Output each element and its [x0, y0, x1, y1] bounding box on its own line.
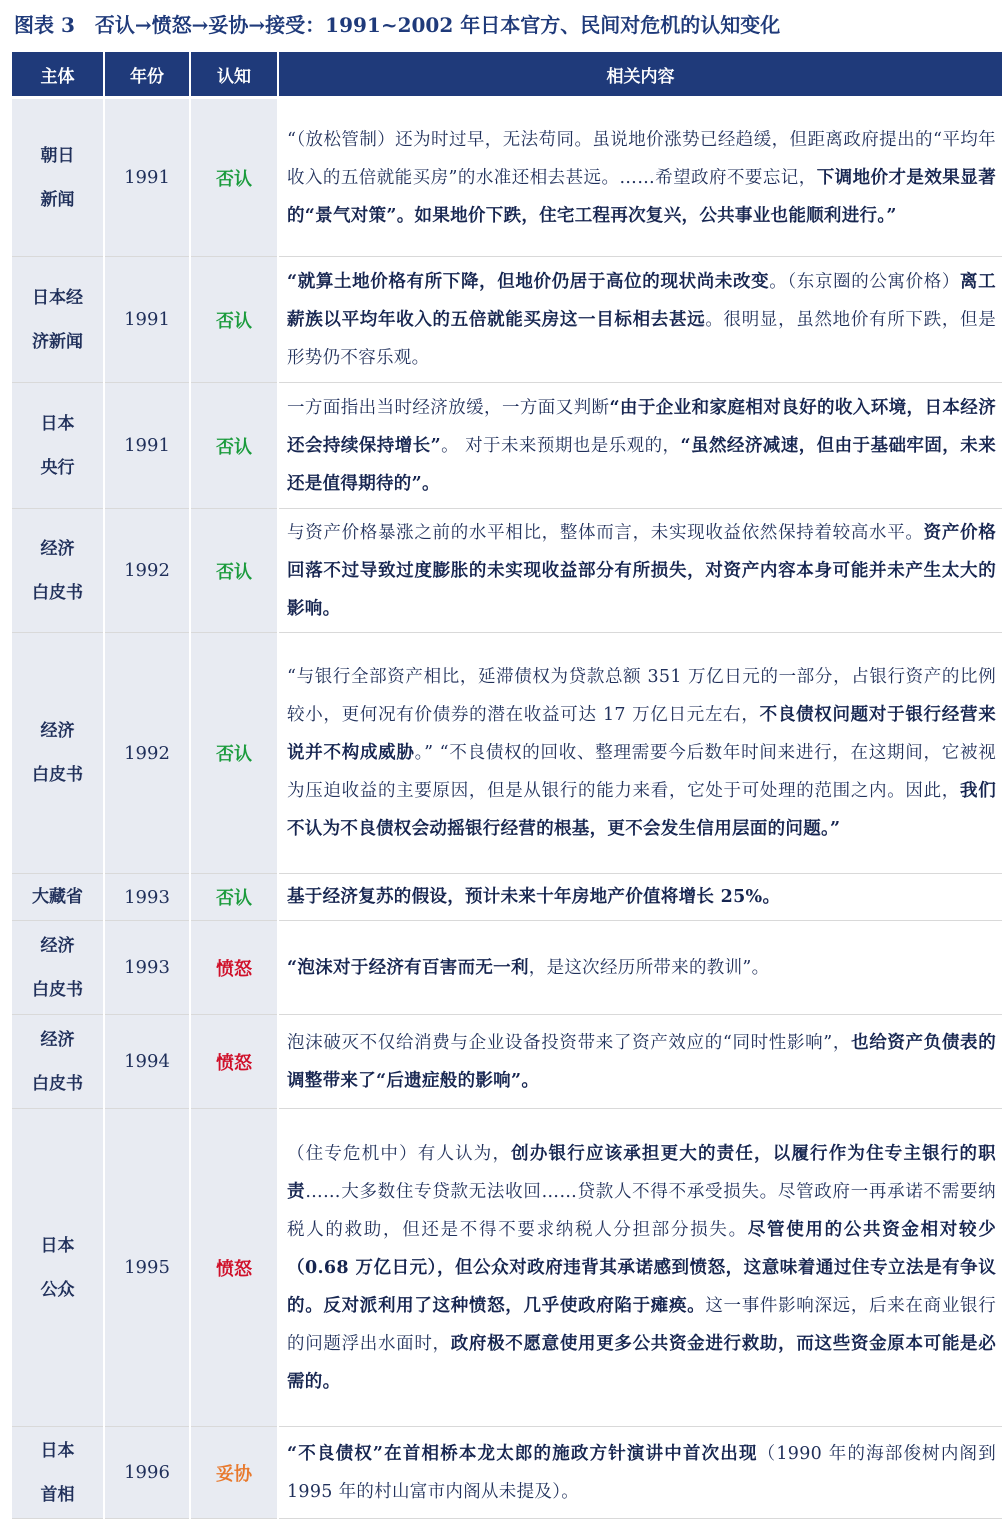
text-segment: “与银行全部资产相比，延滞债权为贷款总额 351 万亿日元的一部分，占银行资产的比例较小，更何况有价债券的潜在收益可达 17 万亿日元左右，: [287, 667, 996, 725]
header-year: 年份: [104, 52, 190, 98]
content-paragraph: [287, 1024, 996, 1100]
subject-text: 日本 公众: [40, 1235, 75, 1300]
table-row: [12, 921, 1002, 1015]
bold-text-segment: 也给资产负债表的调整带来了“后遗症般的影响”。: [287, 1032, 996, 1091]
bold-text-segment: 政府极不愿意使用更多公共资金进行救助，而这些资金原本可能是必需的。: [287, 1333, 997, 1392]
cell-content: [278, 509, 1002, 633]
cell-cognition: 否认: [190, 874, 278, 921]
cell-content: [278, 257, 1002, 383]
cell-cognition: 愤怒: [190, 1109, 278, 1427]
cell-subject: [12, 383, 104, 509]
bold-text-segment: 我们不认为不良债权会动摇银行经营的根基，更不会发生信用层面的问题。”: [287, 781, 996, 839]
cell-year: 1992: [104, 509, 190, 633]
cell-year: 1991: [104, 98, 190, 257]
text-segment: （住专危机中）有人认为，: [287, 1143, 512, 1164]
cell-year: 1993: [104, 921, 190, 1015]
text-segment: 。很明显，虽然地价有所下跌，但是形势仍不容乐观。: [287, 309, 996, 368]
cell-content: [278, 1015, 1002, 1109]
content-paragraph: [287, 949, 996, 987]
table-row: [12, 1427, 1002, 1519]
cell-content: [278, 1427, 1002, 1519]
cell-subject: [12, 874, 104, 921]
cell-cognition: 否认: [190, 509, 278, 633]
bold-text-segment: 尽管使用的公共资金相对较少（0.68 万亿日元），但公众对政府违背其承诺感到愤怒，这意味着通过住专立法是有争议的。反对派利用了这种愤怒，几乎使政府陷于瘫痪。: [287, 1219, 996, 1316]
content-paragraph: [287, 263, 996, 377]
bold-text-segment: “虽然经济减速，但由于基础牢固，未来还是值得期待的”。: [287, 435, 996, 494]
cell-year: 1991: [104, 257, 190, 383]
cell-content: [278, 874, 1002, 921]
subject-text: 经济 白皮书: [32, 538, 83, 603]
content-paragraph: [287, 121, 996, 235]
text-segment: “（放松管制）还为时过早，无法苟同。虽说地价涨势已经趋缓，但距离政府提出的“平均年收入的五倍就能买房”的水准还相去甚远。……希望政府不要忘记，: [287, 129, 996, 188]
header-content: 相关内容: [278, 52, 1002, 98]
table-row: [12, 633, 1002, 874]
text-segment: ……大多数住专贷款无法收回……贷款人不得不承受损失。尽管政府一再承诺不需要纳税人的救助，但还是不得不要求纳税人分担部分损失。: [287, 1181, 996, 1240]
subject-text: 朝日 新闻: [40, 145, 75, 210]
cell-cognition: 否认: [190, 633, 278, 874]
header-cognition: 认知: [190, 52, 278, 98]
text-segment: 泡沫破灭不仅给消费与企业设备投资带来了资产效应的“同时性影响”，: [287, 1032, 852, 1053]
cell-cognition: 否认: [190, 98, 278, 257]
table-row: [12, 1015, 1002, 1109]
cell-year: 1991: [104, 383, 190, 509]
cell-year: 1994: [104, 1015, 190, 1109]
text-segment: 一方面指出当时经济放缓，一方面又判断: [287, 397, 610, 418]
table-row: [12, 98, 1002, 257]
cell-cognition: 妥协: [190, 1427, 278, 1519]
figure-title: 图表 3 否认→愤怒→妥协→接受：1991~2002 年日本官方、民间对危机的认知变化: [14, 13, 781, 37]
cell-content: [278, 1109, 1002, 1427]
cell-year: 1995: [104, 1109, 190, 1427]
cell-content: [278, 98, 1002, 257]
cell-subject: [12, 633, 104, 874]
cell-content: [278, 383, 1002, 509]
subject-text: 日本 央行: [40, 413, 75, 478]
text-segment: ，是这次经历所带来的教训”。: [528, 957, 770, 978]
cognition-table: [12, 52, 1002, 1519]
bold-text-segment: “由于企业和家庭相对良好的收入环境，日本经济还会持续保持增长”: [287, 397, 996, 456]
cell-cognition: 愤怒: [190, 1015, 278, 1109]
cell-cognition: 否认: [190, 257, 278, 383]
subject-text: 经济 白皮书: [32, 935, 83, 1000]
cell-subject: [12, 257, 104, 383]
text-segment: 这一事件影响深远，后来在商业银行的问题浮出水面时，: [287, 1295, 996, 1354]
bold-text-segment: 创办银行应该承担更大的责任，以履行作为住专主银行的职责: [287, 1143, 996, 1202]
table-row: [12, 383, 1002, 509]
subject-text: 经济 白皮书: [32, 721, 83, 785]
subject-text: 经济 白皮书: [32, 1029, 83, 1094]
bold-text-segment: “不良债权”在首相桥本龙太郎的施政方针演讲中首次出现: [287, 1443, 758, 1464]
cell-cognition: 愤怒: [190, 921, 278, 1015]
content-paragraph: [287, 1135, 996, 1401]
bold-text-segment: 基于经济复苏的假设，预计未来十年房地产价值将增长 25%。: [287, 887, 781, 907]
subject-text: 日本 首相: [40, 1440, 75, 1505]
cell-content: [278, 921, 1002, 1015]
bold-text-segment: 不良债权问题对于银行经营来说并不构成威胁: [287, 705, 996, 763]
table-row: [12, 874, 1002, 921]
cell-cognition: 否认: [190, 383, 278, 509]
cell-content: [278, 633, 1002, 874]
bold-text-segment: “就算土地价格有所下降，但地价仍居于高位的现状尚未改变: [287, 271, 770, 292]
content-paragraph: [287, 658, 996, 848]
cell-subject: [12, 509, 104, 633]
text-segment: 。” “不良债权的回收、整理需要今后数年时间来进行，在这期间，它被视为压迫收益的主要原因，但是从银行的能力来看，它处于可处理的范围之内。因此，: [287, 743, 996, 801]
text-segment: （1990 年的海部俊树内阁到 1995 年的村山富市内阁从未提及）。: [287, 1443, 996, 1502]
table-row: [12, 257, 1002, 383]
cell-subject: [12, 1109, 104, 1427]
header-row: [12, 52, 1002, 98]
cell-subject: [12, 1427, 104, 1519]
content-paragraph: [287, 389, 996, 503]
content-paragraph: [287, 878, 996, 916]
bold-text-segment: 下调地价才是效果显著的“景气对策”。如果地价下跌，住宅工程再次复兴，公共事业也能顺利进行。”: [287, 167, 997, 226]
header-subject: 主体: [12, 52, 104, 98]
cell-subject: [12, 921, 104, 1015]
table-row: [12, 1109, 1002, 1427]
text-segment: 。（东京圈的公寓价格）: [769, 271, 961, 292]
content-paragraph: [287, 1435, 996, 1511]
subject-text: 大藏省: [32, 887, 83, 907]
bold-text-segment: 离工薪族以平均年收入的五倍就能买房这一目标相去甚远: [287, 271, 996, 330]
bold-text-segment: “泡沫对于经济有百害而无一利: [287, 957, 529, 978]
cell-year: 1993: [104, 874, 190, 921]
table-row: [12, 509, 1002, 633]
cell-subject: [12, 98, 104, 257]
cell-year: 1996: [104, 1427, 190, 1519]
text-segment: 。 对于未来预期也是乐观的，: [440, 435, 681, 456]
text-segment: 与资产价格暴涨之前的水平相比，整体而言，未实现收益依然保持着较高水平。: [287, 522, 924, 543]
cell-subject: [12, 1015, 104, 1109]
subject-text: 日本经 济新闻: [32, 287, 83, 352]
cell-year: 1992: [104, 633, 190, 874]
bold-text-segment: 资产价格回落不过导致过度膨胀的未实现收益部分有所损失，对资产内容本身可能并未产生太大的影响。: [287, 522, 997, 619]
content-paragraph: [287, 514, 996, 628]
